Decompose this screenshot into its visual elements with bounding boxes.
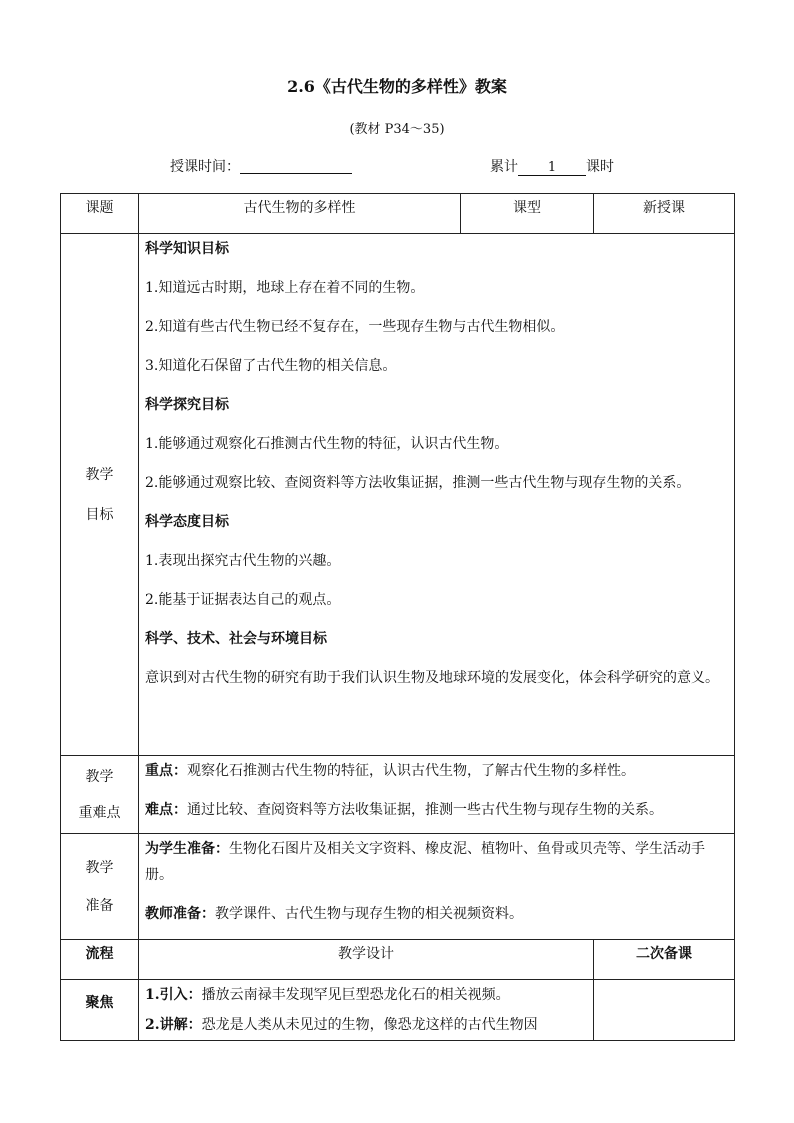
teacher-prep-label: 教师准备： — [145, 906, 215, 922]
prep-label — [61, 834, 139, 940]
prep-content — [139, 834, 735, 940]
student-prep-label: 为学生准备： — [145, 841, 229, 857]
type-value: 新授课 — [594, 194, 735, 234]
focus-row — [61, 980, 735, 1041]
goals-heading-knowledge: 科学知识目标 — [145, 241, 229, 257]
key-points-content — [139, 756, 735, 834]
goals-label-1: 教学 — [85, 466, 114, 483]
flow-header-row — [61, 940, 735, 980]
goal-knowledge-2: 2.知道有些古代生物已经不复存在，一些现存生物与古代生物相似。 — [145, 319, 565, 335]
header-row — [61, 194, 735, 234]
goal-knowledge-3: 3.知道化石保留了古代生物的相关信息。 — [145, 358, 397, 374]
prep-label-1: 教学 — [85, 859, 114, 876]
topic-label: 课题 — [61, 194, 139, 234]
step2-text: 恐龙是人类从未见过的生物，像恐龙这样的古代生物因 — [201, 1017, 538, 1033]
focus-label: 重点： — [145, 763, 187, 779]
goals-heading-attitude: 科学态度目标 — [145, 514, 229, 530]
goal-inquiry-1: 1.能够通过观察化石推测古代生物的特征，认识古代生物。 — [145, 436, 509, 452]
period-label: 课时 — [586, 159, 614, 175]
class-time — [170, 156, 352, 176]
flow-col-process: 流程 — [61, 940, 139, 980]
difficulty-label: 难点： — [145, 802, 187, 818]
goals-label — [61, 234, 139, 756]
topic-value: 古代生物的多样性 — [139, 194, 461, 234]
prep-label-2: 准备 — [85, 897, 114, 914]
focus-row-content — [139, 980, 594, 1041]
goal-attitude-2: 2.能基于证据表达自己的观点。 — [145, 592, 341, 608]
goals-heading-inquiry: 科学探究目标 — [145, 397, 229, 413]
key-points-label — [61, 756, 139, 834]
type-label: 课型 — [461, 194, 594, 234]
goal-attitude-1: 1.表现出探究古代生物的兴趣。 — [145, 553, 341, 569]
difficulty-text: 通过比较、查阅资料等方法收集证据，推测一些古代生物与现存生物的关系。 — [187, 802, 663, 818]
total-periods — [490, 156, 614, 176]
doc-subtitle: (教材 P34～35) — [349, 122, 445, 137]
goal-inquiry-2: 2.能够通过观察比较、查阅资料等方法收集证据，推测一些古代生物与现存生物的关系。 — [145, 475, 691, 491]
goal-stse-1: 意识到对古代生物的研究有助于我们认识生物及地球环境的发展变化，体会科学研究的意义。 — [145, 670, 719, 686]
step2-label: 2.讲解： — [145, 1017, 202, 1033]
prep-row — [61, 834, 735, 940]
key-points-label-2: 重难点 — [78, 804, 121, 821]
teacher-prep-text: 教学课件、古代生物与现存生物的相关视频资料。 — [215, 906, 523, 922]
goals-heading-stse: 科学、技术、社会与环境目标 — [145, 631, 327, 647]
total-value: 1 — [518, 160, 586, 176]
step1-text: 播放云南禄丰发现罕见巨型恐龙化石的相关视频。 — [201, 987, 510, 1003]
class-time-blank — [240, 159, 352, 174]
total-label: 累计 — [490, 159, 518, 175]
class-time-label: 授课时间： — [170, 159, 240, 175]
doc-title: 2.6《古代生物的多样性》教案 — [287, 77, 507, 96]
goals-row — [61, 234, 735, 756]
flow-col-revision: 二次备课 — [594, 940, 735, 980]
step1-label: 1.引入： — [145, 987, 202, 1003]
goals-content — [139, 234, 735, 756]
goal-knowledge-1: 1.知道远古时期，地球上存在着不同的生物。 — [145, 280, 425, 296]
focus-text: 观察化石推测古代生物的特征，认识古代生物，了解古代生物的多样性。 — [187, 763, 635, 779]
student-prep-text: 生物化石图片及相关文字资料、橡皮泥、植物叶、鱼骨或贝壳等、学生活动手册。 — [145, 841, 705, 883]
key-points-row — [61, 756, 735, 834]
goals-label-2: 目标 — [85, 506, 114, 523]
flow-col-design: 教学设计 — [139, 940, 594, 980]
focus-row-label: 聚焦 — [61, 980, 139, 1041]
focus-row-revision — [594, 980, 735, 1041]
lesson-plan-table — [60, 193, 735, 1041]
key-points-label-1: 教学 — [85, 768, 114, 785]
